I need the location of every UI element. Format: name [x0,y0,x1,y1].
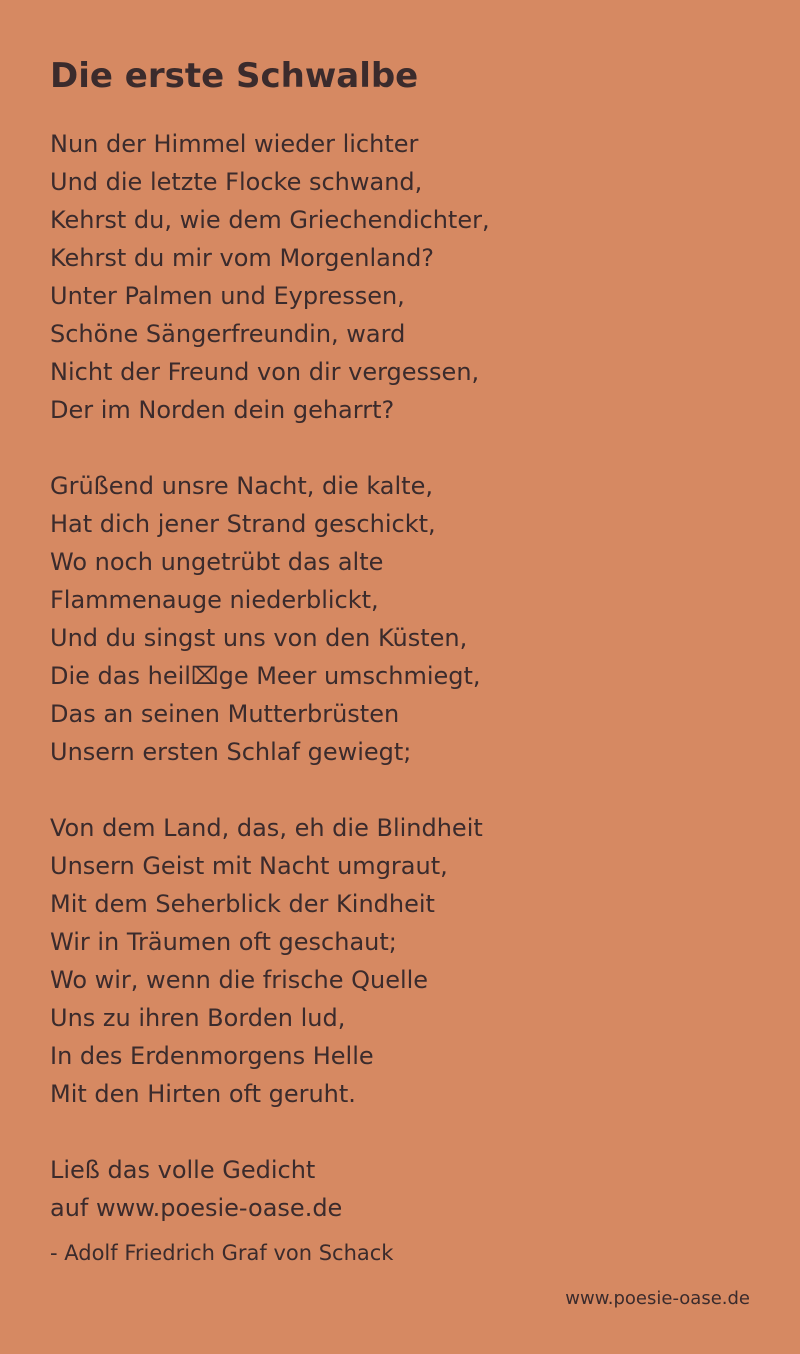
poem-line: Der im Norden dein geharrt? [50,396,395,424]
poem-line: Von dem Land, das, eh die Blindheit [50,814,483,842]
footer-url: www.poesie-oase.de [565,1288,750,1309]
poem-line: Wir in Träumen oft geschaut; [50,928,397,956]
poem-line: Das an seinen Mutterbrüsten [50,700,400,728]
poem-line: Uns zu ihren Borden lud, [50,1004,346,1032]
poem-line: Mit dem Seherblick der Kindheit [50,890,435,918]
poem-title: Die erste Schwalbe [50,56,419,96]
poem-line: Unsern Geist mit Nacht umgraut, [50,852,448,880]
poem-line: Und die letzte Flocke schwand, [50,168,423,196]
poem-line: Nicht der Freund von dir vergessen, [50,358,480,386]
poem-line: Grüßend unsre Nacht, die kalte, [50,472,433,500]
poem-line: Mit den Hirten oft geruht. [50,1080,356,1108]
poem-line: Unter Palmen und Eypressen, [50,282,405,310]
stanza-3 [50,809,483,1113]
poem-line: In des Erdenmorgens Helle [50,1042,374,1070]
poem-line: Wo wir, wenn die frische Quelle [50,966,429,994]
poem-author: - Adolf Friedrich Graf von Schack [50,1241,394,1265]
poem-line: Kehrst du mir vom Morgenland? [50,244,435,272]
poem-line: Schöne Sängerfreundin, ward [50,320,406,348]
stanza-2 [50,467,481,771]
stanza-1 [50,125,490,429]
call-to-action [50,1151,342,1227]
cta-line: auf www.poesie-oase.de [50,1194,343,1222]
poem-line: Kehrst du, wie dem Griechendichter, [50,206,490,234]
poem-line: Unsern ersten Schlaf gewiegt; [50,738,412,766]
poem-line: Nun der Himmel wieder lichter [50,130,419,158]
poem-line: Die das heil⌧ge Meer umschmiegt, [50,662,481,690]
poem-line: Flammenauge niederblickt, [50,586,379,614]
poem-line: Wo noch ungetrübt das alte [50,548,384,576]
poem-line: Und du singst uns von den Küsten, [50,624,468,652]
cta-line: Ließ das volle Gedicht [50,1156,316,1184]
poem-line: Hat dich jener Strand geschickt, [50,510,436,538]
